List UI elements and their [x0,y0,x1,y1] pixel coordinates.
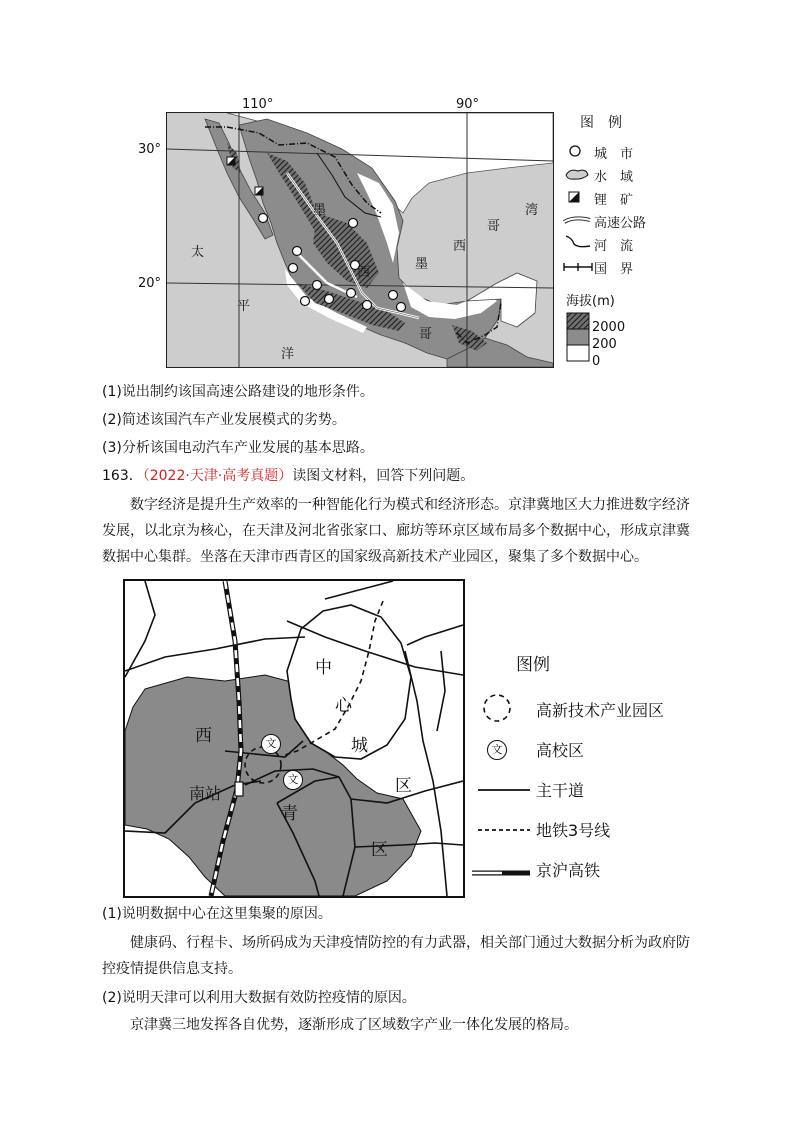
tianjin-map-svg [125,581,463,896]
water-icon [564,167,590,181]
label-qu-city: 区 [395,776,412,796]
elev-0: 0 [592,354,601,369]
mexico-legend [560,112,670,372]
lon-label-90: 90° [456,97,480,112]
question-b1: (1)说明数据中心在这里集聚的原因。 [102,906,332,922]
legend-rail: 京沪高铁 [536,861,601,880]
university-icon-1: 文 [261,734,281,754]
road-icon [478,786,530,794]
elev-200: 200 [592,337,617,352]
label-nanzhan: 南站 [189,784,222,803]
lithium-icon [568,191,582,205]
legend-city: 城 市 [594,147,634,162]
legend-border: 国 界 [594,262,634,277]
legend-road: 主干道 [536,781,585,800]
label-tai: 太 [191,245,205,260]
question-a1: (1)说出制约该国高速公路建设的地形条件。 [102,384,374,400]
school-icon: 文 [487,740,507,760]
elevation-scale [566,312,592,364]
question-a3: (3)分析该国电动汽车产业发展的基本思路。 [102,440,374,456]
question-a2: (2)简述该国汽车产业发展模式的劣势。 [102,412,346,428]
label-xi: 西 [357,265,371,280]
legend-metro: 地铁3号线 [536,821,611,840]
label-gulf-mo: 墨 [415,257,429,272]
label-cheng: 城 [351,736,368,756]
tianjin-legend [478,650,708,890]
highway-icon [562,214,592,226]
legend-school: 高校区 [536,741,585,760]
label-gulf-ge: 哥 [487,219,501,234]
question-number: 163． [102,468,143,484]
material-paragraph-1: 数字经济是提升生产效率的一种智能化行为模式和经济形态。京津冀地区大力推进数字经济发展，以北京为核心，在天津及河北省张家口、廊坊等环京区域布局多个数据中心，形成京津冀数据中心集群。坐落在天津市西青区的国家级高新技术产业园区，聚集了多个数据中心。 [102,497,690,565]
label-ge: 哥 [419,327,433,342]
label-xin: 心 [335,696,352,716]
label-gulf-xi: 西 [453,239,467,254]
lat-label-30: 30° [138,142,162,157]
mexico-map [166,112,554,368]
label-gulf-wan: 湾 [525,203,539,218]
river-icon [564,234,592,250]
label-yang: 洋 [281,347,295,362]
question-source: （2022·天津·高考真题） [142,468,293,484]
label-zhong: 中 [315,658,332,678]
legend-river: 河 流 [594,239,634,254]
label-xi-qing-qu: 区 [371,840,388,860]
lon-label-110: 110° [242,97,274,112]
label-ping: 平 [237,299,251,314]
mexico-map-svg [167,113,553,367]
legend-tech-park: 高新技术产业园区 [536,701,665,720]
tianjin-map [123,579,465,898]
city-icon [568,144,586,158]
material-paragraph-2: 健康码、行程卡、场所码成为天津疫情防控的有力武器，相关部门通过大数据分析为政府防控疫情提供信息支持。 [102,935,690,977]
elev-2000: 2000 [592,320,626,335]
label-xi-qing-qing: 青 [281,804,298,824]
tech-park-icon [480,692,516,724]
material-paragraph-3: 京津冀三地发挥各自优势，逐渐形成了区域数字产业一体化发展的格局。 [130,1017,578,1033]
legend-lithium: 锂 矿 [594,193,634,208]
legend-water: 水 域 [594,170,634,185]
question-instruction: 读图文材料，回答下列问题。 [292,468,475,484]
legend2-title: 图例 [516,655,550,675]
metro-icon [478,826,530,834]
university-icon-2: 文 [283,770,303,790]
legend-title: 图 例 [580,115,622,131]
legend-highway: 高速公路 [594,216,647,231]
border-icon [562,262,594,272]
label-xi-qing-xi: 西 [195,726,212,746]
question-b2: (2)说明天津可以利用大数据有效防控疫情的原因。 [102,990,416,1006]
rail-icon [472,868,532,878]
label-mo: 墨 [313,203,327,218]
elevation-title: 海拔(m) [566,294,615,309]
question-163-header [102,466,474,486]
lat-label-20: 20° [138,276,162,291]
